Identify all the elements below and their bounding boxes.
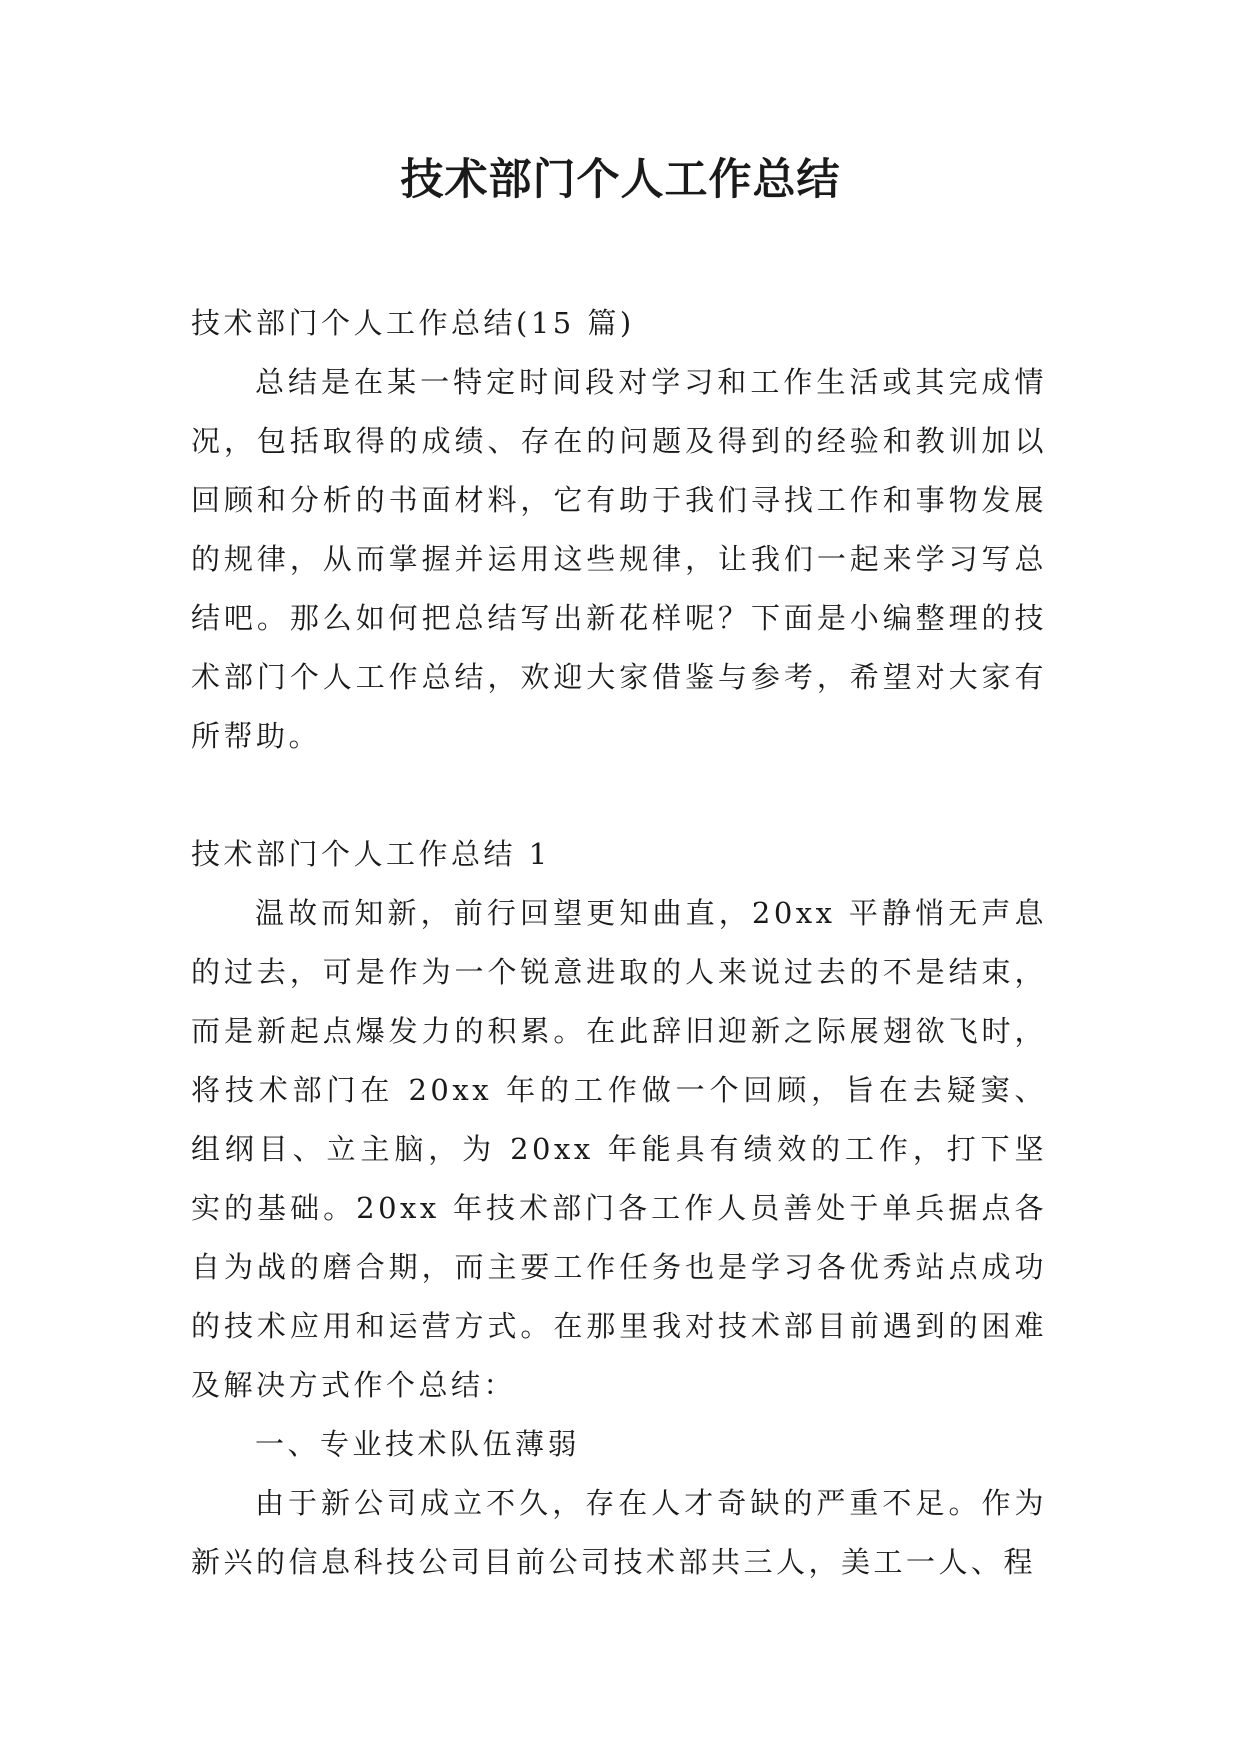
section-heading: 技术部门个人工作总结 1 [191, 837, 551, 871]
intro-paragraph: 总结是在某一特定时间段对学习和工作生活或其完成情况，包括取得的成绩、存在的问题及得到的经验和教训加以回顾和分析的书面材料，它有助于我们寻找工作和事物发展的规律，从而掌握并运用这些规律，让我们一起来学习写总结吧。那么如何把总结写出新花样呢？下面是小编整理的技术部门个人工作总结，欢迎大家借鉴与参考，希望对大家有所帮助。 [191, 365, 1047, 753]
point-heading: 一、专业技术队伍薄弱 [255, 1427, 581, 1461]
document-body [191, 294, 1047, 1592]
section-paragraph: 温故而知新，前行回望更知曲直，20xx 平静悄无声息的过去，可是作为一个锐意进取的人来说过去的不是结束，而是新起点爆发力的积累。在此辞旧迎新之际展翅欲飞时，将技术部门在 20xx 年的工作做一个回顾，旨在去疑窦、组纲目、立主脑，为 20xx 年能具有绩效的工作，打下坚实的基础。20xx 年技术部门各工作人员善处于单兵据点各自为战的磨合期，而主要工作任务也是学习各优秀站点成功的技术应用和运营方式。在那里我对技术部目前遇到的困难及解决方式作个总结： [191, 896, 1047, 1402]
section-spacer [191, 766, 1047, 825]
point-paragraph: 由于新公司成立不久，存在人才奇缺的严重不足。作为新兴的信息科技公司目前公司技术部共三人，美工一人、程 [191, 1486, 1047, 1579]
document-title: 技术部门个人工作总结 [400, 155, 841, 205]
document-subtitle: 技术部门个人工作总结(15 篇) [191, 306, 635, 340]
